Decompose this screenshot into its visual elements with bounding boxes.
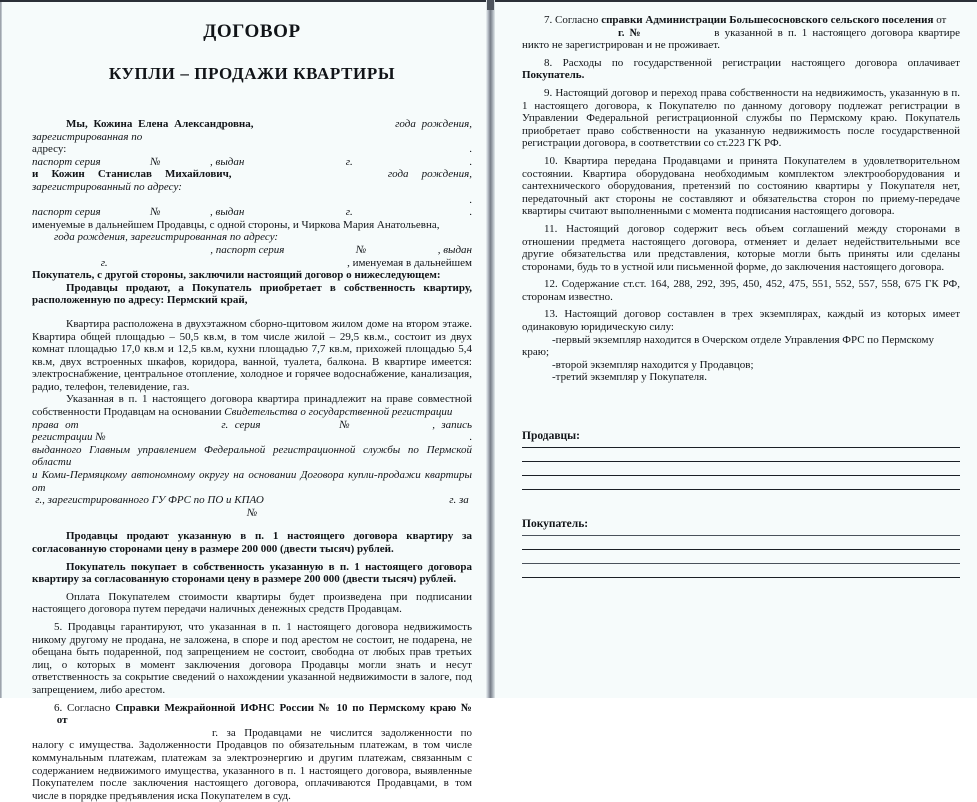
item-6-lead: 6. Согласно (54, 701, 116, 714)
paragraph-price-buyer (32, 561, 472, 586)
passport-series-label-1: паспорт серия (32, 155, 101, 168)
seller-2-address-blank-dot: . (469, 193, 472, 206)
item-7-from-label: от (936, 14, 947, 26)
item-7-lead: 7. Согласно (544, 14, 602, 26)
item-8-payer: Покупатель. (522, 69, 585, 82)
page-gutter (486, 0, 495, 698)
paragraph-item-12: 12. Содержание ст.ст. 164, 288, 292, 395, 450, 452, 475, 551, 552, 557, 558, 675 ГК РФ, сторонам известно. (522, 278, 960, 303)
ownership-blank-dot: . (469, 431, 472, 444)
paragraph-item-8 (522, 57, 960, 82)
left-page (2, 0, 486, 802)
item-6-certificate: Справки Межрайонной ИФНС России № 10 по Пермскому краю № (115, 701, 472, 714)
paragraph-ownership-basis (32, 393, 472, 418)
buyer-passport-issued-label: , выдан (437, 243, 472, 256)
paragraph-item-9: 9. Настоящий договор и переход права собственности на недвижимость, указанную в п. 1 настоящего договора, к Покупателю по данному договору подлежат регистрации в Управлении Федеральной регистрационной службы по Пермскому краю. Покупатель приобретает право собственности на указанную недвижимость после государственной регистрации договора, в соответствии со ст.223 ГК РФ. (522, 86, 960, 150)
item-13-copy-2: -второй экземпляр находится у Продавцов; (552, 358, 754, 371)
signature-line[interactable] (522, 489, 960, 490)
item-7-body-text: в указанной в п. 1 настоящего договора квартире никто не зарегистрирован и не проживает. (522, 26, 960, 52)
right-page-content (522, 0, 960, 698)
passport-issued-label-2: , выдан (210, 206, 245, 219)
passport-year-label-1: г. (345, 155, 353, 168)
passport-number-label-2: № (150, 206, 161, 219)
paragraph-buyer-passport (32, 244, 472, 257)
ownership-right-from-label: права от (32, 418, 79, 431)
page-gutter-cap (487, 0, 494, 10)
page-title: ДОГОВОР (203, 21, 301, 42)
item-7-number-label: г. № (618, 26, 644, 39)
ownership-certificate-text: Свидетельства о государственной регистрации (224, 406, 453, 419)
passport-blank-dot-2: . (469, 206, 472, 219)
paragraph-item-6-head (32, 702, 472, 727)
paragraph-sellers-named: именуемые в дальнейшем Продавцы, с одной стороны, и Чиркова Мария Анатольевна, (32, 218, 440, 231)
passport-issued-label-1: , выдан (210, 155, 245, 168)
paragraph-ownership-line-1 (32, 419, 472, 444)
right-page (495, 0, 977, 698)
paragraph-item-11: 11. Настоящий договор содержит весь объем соглашений между сторонами в отношении предмета настоящего договора, отменяет и делает недействительными все другие обязательства или представления, которые могли быть приняты или сделаны сторонами, будь то в устной или письменной форме, до заключения настоящего договора. (522, 222, 960, 273)
item-8-text: 8. Расходы по государственной регистрации настоящего договора оплачивает (544, 56, 960, 69)
ownership-lead-text: Указанная в п. 1 настоящего договора квартира принадлежит на праве совместной собственности Продавцам на основании (32, 393, 472, 419)
seller-2-name: и Кожин Станислав Михайлович, (32, 168, 232, 181)
paragraph-parties-seller-1 (32, 118, 472, 143)
paragraph-seller-1-address (32, 143, 472, 156)
item-13-copy-1: -первый экземпляр находится в Очерском отделе Управления ФРС по Пермскому краю; (522, 333, 934, 359)
left-page-body (32, 118, 472, 802)
paragraph-buyer-birth (32, 231, 472, 244)
buyer-clause-text: Покупатель, с другой стороны, заключили настоящий договор о нижеследующем: (32, 269, 441, 282)
item-7-certificate: справки Администрации Большесосновского сельского поселения (601, 14, 934, 26)
buyer-birth-label: года рождения, зарегистрированная по адресу: (54, 231, 279, 244)
buyer-passport-number-label: № (355, 243, 367, 256)
item-13-copy-3: -третий экземпляр у Покупателя. (552, 371, 707, 384)
paragraph-price-sellers: Продавцы продают указанную в п. 1 настоящего договора квартиру за согласованную сторонами цену в размере 200 000 (двести тысяч) рублей. (32, 530, 472, 555)
buyer-signature-label: Покупатель: (522, 518, 589, 531)
price-buyer-amount: 200 000 (двести тысяч) рублей. (303, 573, 457, 586)
buyer-passport-year-label: г. (100, 256, 108, 269)
seller-1-name: Мы, Кожина Елена Александровна, (66, 118, 254, 130)
ownership-registered-number-label: г. за № (246, 494, 469, 519)
seller-2-birth-label: года рождения, зарегистрированный по адресу: (32, 168, 473, 193)
ownership-registered-by-label: г., зарегистрированного ГУ ФРС по ПО и КПАО (35, 494, 264, 507)
signature-line[interactable] (522, 535, 960, 536)
paragraph-seller-1-passport (32, 156, 472, 169)
paragraph-buyer-named (32, 257, 472, 270)
seller-1-birth-label: года рождения, зарегистрированная по (32, 118, 473, 143)
paragraph-item-6-body (32, 727, 472, 802)
paragraph-sale-subject: Продавцы продают, а Покупатель приобретает в собственность квартиру, расположенную по адресу: Пермский край, (32, 281, 472, 307)
paragraph-seller-2-passport (32, 206, 472, 219)
paragraph-seller-2-address-blank (32, 194, 472, 207)
paragraph-ownership-line-4 (32, 494, 472, 519)
signature-line[interactable] (522, 447, 960, 448)
buyer-named-tail: , именуемая в дальнейшем (347, 256, 472, 269)
ownership-number-label: № (339, 418, 354, 431)
paragraph-item-7-head (522, 14, 960, 27)
item-6-from-label: от (56, 714, 68, 727)
signature-section (522, 430, 960, 578)
passport-blank-dot-1: . (469, 155, 472, 168)
buyer-signature-lines (522, 535, 960, 578)
page-subtitle: КУПЛИ – ПРОДАЖИ КВАРТИРЫ (108, 64, 396, 83)
paragraph-flat-description: Квартира расположена в двухэтажном сборно-щитовом жилом доме на втором этаже. Квартира общей площадью – 50,5 кв.м, в том числе жилой – 29,5 кв.м., состоит из двух комнат площадью 17,0 кв.м и 12,5 кв.м, кухни площадью 7,7 кв.м, прихожей площадью 5,4 кв.м, двух встроенных шкафов, коридора, ванной, туалета, балкона. В квартире имеется: электроснабжение, центральное отопление, холодное и горячее водоснабжение, канализация, радио, телефон, телевидение, газ. (32, 317, 472, 393)
paragraph-item-13: 13. Настоящий договор составлен в трех экземплярах, каждый из которых имеет одинаковую юридическую силу: (522, 308, 960, 334)
buyer-passport-series-label: , паспорт серия (210, 243, 285, 256)
signature-line[interactable] (522, 475, 960, 476)
left-page-content (32, 0, 473, 802)
paragraph-item-5: 5. Продавцы гарантируют, что указанная в п. 1 настоящего договора недвижимость никому другому не продана, не заложена, в споре и под арестом не состоит, не подарена, не обещана быть подаренной, под запрещением не состоит, свободна от любых прав третьих лиц, о которых в момент заключения договора Продавцы могли знать и несут ответственность за сокрытие сведений о нахождении указанной недвижимости в залоге, под запрещением, либо арестом. (32, 620, 472, 696)
address-blank-dot: . (469, 143, 472, 156)
seller-1-address-label: адресу: (32, 143, 67, 156)
signature-line[interactable] (522, 461, 960, 462)
passport-series-label-2: паспорт серия (32, 206, 101, 219)
sellers-signature-label: Продавцы: (522, 430, 580, 443)
paragraph-item-7-body (522, 27, 960, 52)
signature-line[interactable] (522, 549, 960, 550)
paragraph-item-10: 10. Квартира передана Продавцами и принята Покупателем в удовлетворительном состоянии. Квартира оборудована необходимым комплектом электрооборудования и сантехнического оборудования, претензий по состоянию квартиры у Покупателя нет, передаточный акт стороны не составляют и обязательства сторон по приему-передаче квартиры считают выполненными с момента подписания настоящего договора. (522, 154, 960, 218)
item-6-body-text: г. за Продавцами не числится задолженности по налогу с имущества. Задолженности Продавцов по обязательным платежам, в том числе коммунальным платежам, платежам за электроэнергию и другим платежам, связанным с содержанием недвижимого имущества, указанного в п. 1 настоящего договора, выявленные Покупателем после заключения настоящего договора, оплачиваются Продавцами, в том числе в порядке предъявления иска Покупателем в суд. (32, 726, 472, 802)
signature-line[interactable] (522, 577, 960, 578)
paragraph-ownership-line-2: выданного Главным управлением Федеральной регистрационной службы по Пермской области (32, 443, 472, 469)
price-buyer-text: Покупатель покупает в собственность указанную в п. 1 настоящего договора квартиру за согласованную сторонами цену в размере (32, 560, 472, 586)
ownership-series-label: г. серия (221, 418, 261, 431)
paragraph-buyer-clause (32, 269, 472, 282)
sellers-signature-lines (522, 447, 960, 490)
ownership-registration-record-label: , запись регистрации № (32, 418, 473, 444)
passport-year-label-2: г. (345, 206, 353, 219)
signature-line[interactable] (522, 563, 960, 564)
paragraph-payment-terms: Оплата Покупателем стоимости квартиры будет произведена при подписании настоящего договора путем передачи наличных денежных средств Продавцам. (32, 590, 472, 616)
passport-number-label-1: № (150, 155, 161, 168)
paragraph-ownership-line-3: и Коми-Пермяцкому автономному округу на основании Договора купли-продажи квартиры от (32, 469, 472, 494)
paragraph-parties-seller-2 (32, 168, 472, 193)
